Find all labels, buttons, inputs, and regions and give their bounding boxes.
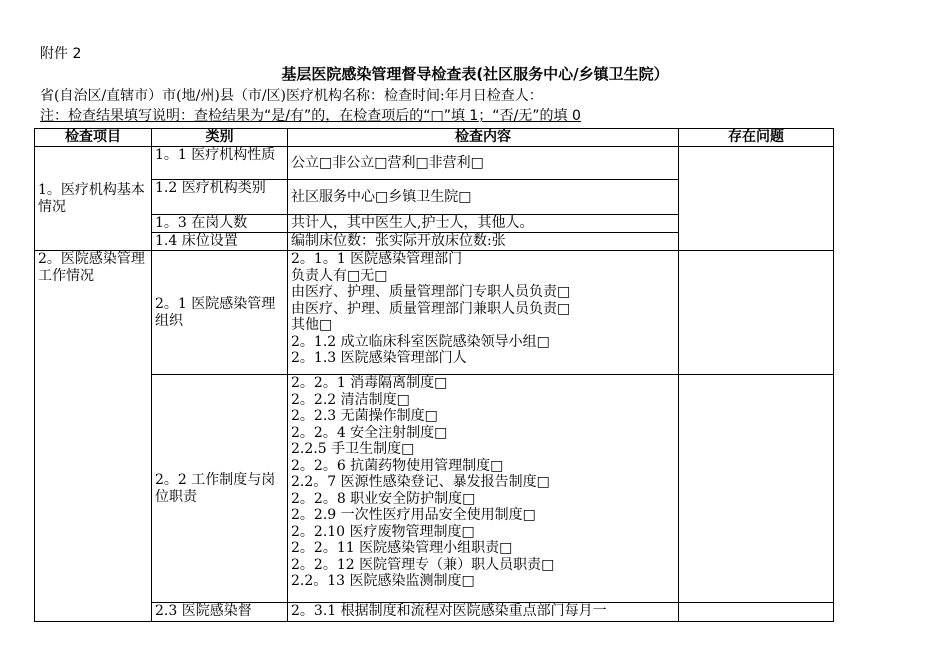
content-line: 2。3.1 根据制度和流程对医院感染重点部门每月一: [291, 603, 607, 619]
content-line: 2。2.2 清洁制度□: [291, 391, 410, 408]
issues-cell[interactable]: [679, 251, 834, 375]
content-line: 2。2。1 消毒隔离制度□: [291, 375, 448, 391]
table-row: [35, 147, 834, 180]
issues-cell[interactable]: [679, 375, 834, 603]
content-line: 2。2。6 抗菌药物使用管理制度□: [291, 457, 504, 474]
category-cell: 2.3 医院感染督: [152, 603, 288, 622]
page-title: 基层医院感染管理督导检查表(社区服务中心/乡镇卫生院）: [281, 65, 669, 83]
header-item: 检查项目: [35, 129, 152, 147]
category-cell: 1。1 医疗机构性质: [152, 147, 288, 180]
category-cell: 1.4 床位设置: [152, 233, 288, 251]
category-cell: 1.2 医疗机构类别: [152, 180, 288, 215]
content-line: 2。2。12 医院管理专（兼）职人员职责□: [291, 556, 555, 573]
content-line: 2。2.9 一次性医疗用品安全使用制度□: [291, 507, 536, 523]
content-cell: 公立□非公立□营利□非营利□: [288, 147, 679, 180]
content-line: 由医疗、护理、质量管理部门专职人员负责□: [291, 284, 571, 300]
issues-cell[interactable]: [679, 603, 834, 622]
table-row: [35, 251, 834, 375]
content-cell: [288, 251, 679, 375]
form-meta-line: 省(自治区/直辖市）市(地/州)县（市/区)医疗机构名称：检查时间:年月日检查人：: [40, 88, 543, 104]
header-category: 类别: [152, 129, 288, 147]
inspection-table: [34, 128, 834, 622]
header-issues: 存在问题: [679, 129, 834, 147]
category-cell: 1。3 在岗人数: [152, 215, 288, 233]
attachment-label: 附件 2: [40, 46, 82, 62]
category-cell: 2。2 工作制度与岗位职责: [152, 375, 288, 603]
content-cell: 编制床位数：张实际开放床位数:张: [288, 233, 679, 251]
header-content: 检查内容: [288, 129, 679, 147]
content-cell: 社区服务中心□乡镇卫生院□: [288, 180, 679, 215]
section2-label: 2。医院感染管理工作情况: [35, 251, 152, 622]
content-line: 由医疗、护理、质量管理部门兼职人员负责□: [291, 300, 571, 317]
content-cell: 共计人，其中医生人,护士人，其他人。: [288, 215, 679, 233]
section1-label: 1。医疗机构基本情况: [35, 147, 152, 251]
content-cell: [288, 375, 679, 603]
content-line: 2.2.5 手卫生制度□: [291, 441, 415, 457]
content-line: 2.2。7 医源性感染登记、暴发报告制度□: [291, 474, 550, 490]
content-line: 负责人有□无□: [291, 267, 388, 284]
fill-instructions-note: 注：检查结果填写说明：查检结果为“是/有”的，在检查项后的“□”填 1；“否/无”的填 0: [40, 108, 581, 124]
table-row: [35, 375, 834, 603]
table-header-row: [35, 129, 834, 147]
issues-cell[interactable]: [679, 147, 834, 251]
content-line: 2。2.3 无菌操作制度□: [291, 408, 438, 424]
content-line: 2。2。4 安全注射制度□: [291, 424, 448, 441]
content-line: 2。2。11 医院感染管理小组职责□: [291, 540, 513, 556]
content-line: 2。2。8 职业安全防护制度□: [291, 490, 476, 507]
content-cell: [288, 603, 679, 622]
content-line: 2。1。1 医院感染管理部门: [291, 251, 463, 267]
table-row: [35, 603, 834, 622]
content-line: 2。1.3 医院感染管理部门人: [291, 350, 467, 366]
content-line: 2.2。13 医院感染监测制度□: [291, 573, 475, 589]
content-line: 2。1.2 成立临床科室医院感染领导小组□: [291, 333, 550, 350]
content-line: 其他□: [291, 317, 333, 333]
content-line: 2。2.10 医疗废物管理制度□: [291, 523, 475, 540]
category-cell: 2。1 医院感染管理组织: [152, 251, 288, 375]
